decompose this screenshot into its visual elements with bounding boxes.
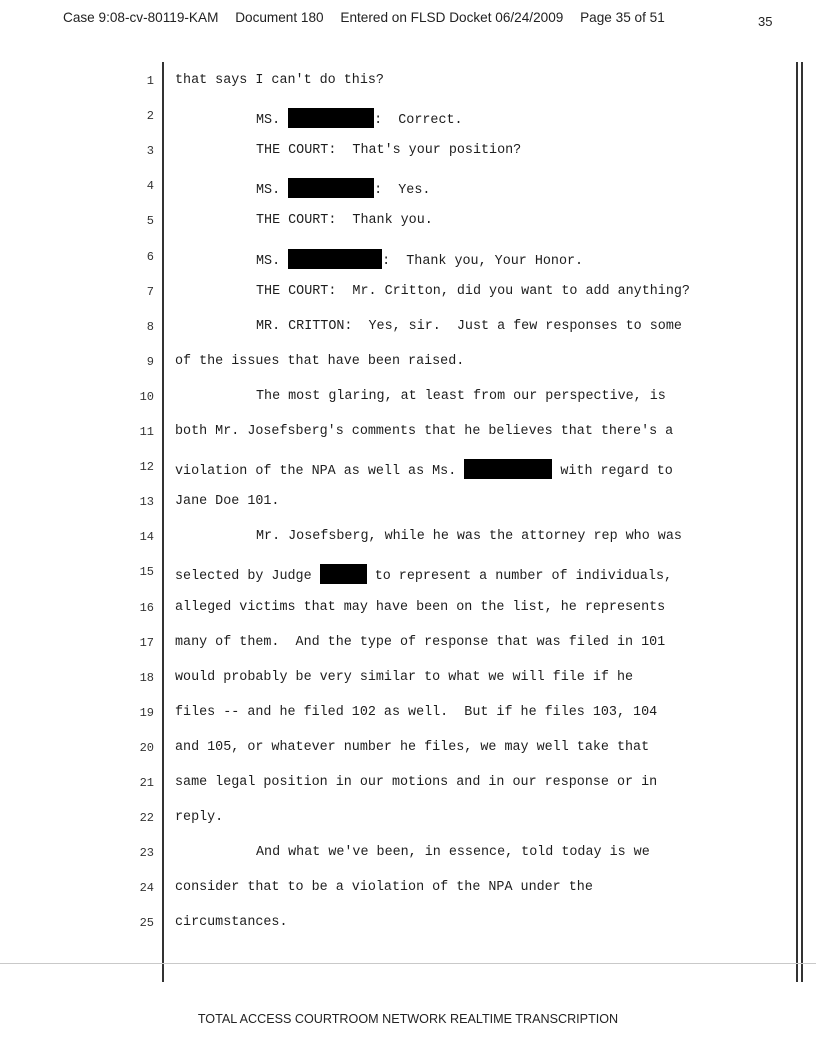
transcript-line xyxy=(175,915,795,930)
line-number: 11 xyxy=(139,425,154,439)
scan-crease-line xyxy=(0,963,816,964)
transcript-line xyxy=(175,424,795,439)
line-number: 17 xyxy=(139,636,154,650)
line-text-segment: : Correct. xyxy=(374,113,463,128)
redaction-bar xyxy=(320,564,367,584)
line-text-segment: : Yes. xyxy=(374,183,431,198)
redaction-bar xyxy=(288,178,374,198)
redaction-bar xyxy=(288,249,382,269)
line-number: 14 xyxy=(139,530,154,544)
docket-header xyxy=(63,10,763,32)
transcript-line xyxy=(175,810,795,825)
transcript-line xyxy=(256,108,816,128)
line-text-segment: to represent a number of individuals, xyxy=(366,569,673,584)
transcript-line xyxy=(175,564,795,584)
transcript-line xyxy=(256,389,816,404)
line-text-segment: Mr. Josefsberg, while he was the attorney rep who was xyxy=(256,529,682,544)
line-text-segment: : Thank you, Your Honor. xyxy=(382,254,584,269)
line-text-segment: reply. xyxy=(175,810,224,825)
line-number: 16 xyxy=(139,601,154,615)
transcript-line xyxy=(175,354,795,369)
line-text-segment: THE COURT: Mr. Critton, did you want to add anything? xyxy=(256,284,690,299)
case-number: Case 9:08-cv-80119-KAM xyxy=(63,10,219,25)
transcript-line xyxy=(175,73,795,88)
line-text-segment: MS. xyxy=(256,113,289,128)
docket-entry: Entered on FLSD Docket 06/24/2009 xyxy=(340,10,564,25)
line-text-segment: Jane Doe 101. xyxy=(175,494,280,509)
transcript-line xyxy=(256,284,816,299)
line-text-segment: violation of the NPA as well as Ms. xyxy=(175,464,465,479)
line-number: 8 xyxy=(146,320,154,334)
line-number: 19 xyxy=(139,706,154,720)
transcript-line xyxy=(175,635,795,650)
left-margin-rule xyxy=(162,62,164,982)
transcript-line xyxy=(175,705,795,720)
line-text-segment: And what we've been, in essence, told today is we xyxy=(256,845,650,860)
line-text-segment: of the issues that have been raised. xyxy=(175,354,465,369)
transcript-line xyxy=(175,459,795,479)
line-text-segment: MS. xyxy=(256,183,289,198)
line-text-segment: same legal position in our motions and in our response or in xyxy=(175,775,658,790)
transcript-line xyxy=(175,600,795,615)
transcription-footer: TOTAL ACCESS COURTROOM NETWORK REALTIME TRANSCRIPTION xyxy=(197,1012,619,1026)
line-number: 23 xyxy=(139,846,154,860)
transcript-line xyxy=(256,319,816,334)
line-number: 18 xyxy=(139,671,154,685)
line-text-segment: MR. CRITTON: Yes, sir. Just a few responses to some xyxy=(256,319,682,334)
transcript-line xyxy=(256,213,816,228)
line-text-segment: THE COURT: That's your position? xyxy=(256,143,522,158)
transcript-line xyxy=(175,740,795,755)
line-text-segment: MS. xyxy=(256,254,289,269)
line-number: 20 xyxy=(139,741,154,755)
transcript-line xyxy=(175,880,795,895)
transcript-line xyxy=(256,249,816,269)
transcript-line xyxy=(175,670,795,685)
line-number: 1 xyxy=(146,74,154,88)
transcript-line xyxy=(256,143,816,158)
line-text-segment: would probably be very similar to what we will file if he xyxy=(175,670,634,685)
line-text-segment: that says I can't do this? xyxy=(175,73,384,88)
line-text-segment: many of them. And the type of response that was filed in 101 xyxy=(175,635,666,650)
line-number: 12 xyxy=(139,460,154,474)
line-text-segment: alleged victims that may have been on the list, he represents xyxy=(175,600,666,615)
line-number: 6 xyxy=(146,250,154,264)
line-text-segment: files -- and he filed 102 as well. But if he files 103, 104 xyxy=(175,705,658,720)
line-number: 25 xyxy=(139,916,154,930)
line-number: 15 xyxy=(139,565,154,579)
line-number: 10 xyxy=(139,390,154,404)
line-number: 2 xyxy=(146,109,154,123)
line-text-segment: both Mr. Josefsberg's comments that he believes that there's a xyxy=(175,424,674,439)
line-number: 7 xyxy=(146,285,154,299)
line-text-segment: circumstances. xyxy=(175,915,288,930)
line-number: 21 xyxy=(139,776,154,790)
right-margin-rule-outer xyxy=(796,62,798,982)
transcript-line xyxy=(256,178,816,198)
line-text-segment: and 105, or whatever number he files, we may well take that xyxy=(175,740,650,755)
page-indicator: Page 35 of 51 xyxy=(580,10,665,25)
transcript-page-number: 35 xyxy=(758,14,773,29)
transcript-line xyxy=(256,529,816,544)
line-text-segment: with regard to xyxy=(552,464,673,479)
line-number: 24 xyxy=(139,881,154,895)
redaction-bar xyxy=(464,459,552,479)
transcript-line xyxy=(175,775,795,790)
line-text-segment: The most glaring, at least from our perspective, is xyxy=(256,389,666,404)
line-text-segment: THE COURT: Thank you. xyxy=(256,213,433,228)
line-text-segment: consider that to be a violation of the NPA under the xyxy=(175,880,593,895)
line-text-segment: selected by Judge xyxy=(175,569,320,584)
line-number: 5 xyxy=(146,214,154,228)
line-number: 13 xyxy=(139,495,154,509)
redaction-bar xyxy=(288,108,374,128)
line-number: 9 xyxy=(146,355,154,369)
transcript-line xyxy=(175,494,795,509)
document-number: Document 180 xyxy=(235,10,324,25)
line-number: 22 xyxy=(139,811,154,825)
transcript-line xyxy=(256,845,816,860)
line-number: 4 xyxy=(146,179,154,193)
right-margin-rule-inner xyxy=(801,62,803,982)
line-number: 3 xyxy=(146,144,154,158)
